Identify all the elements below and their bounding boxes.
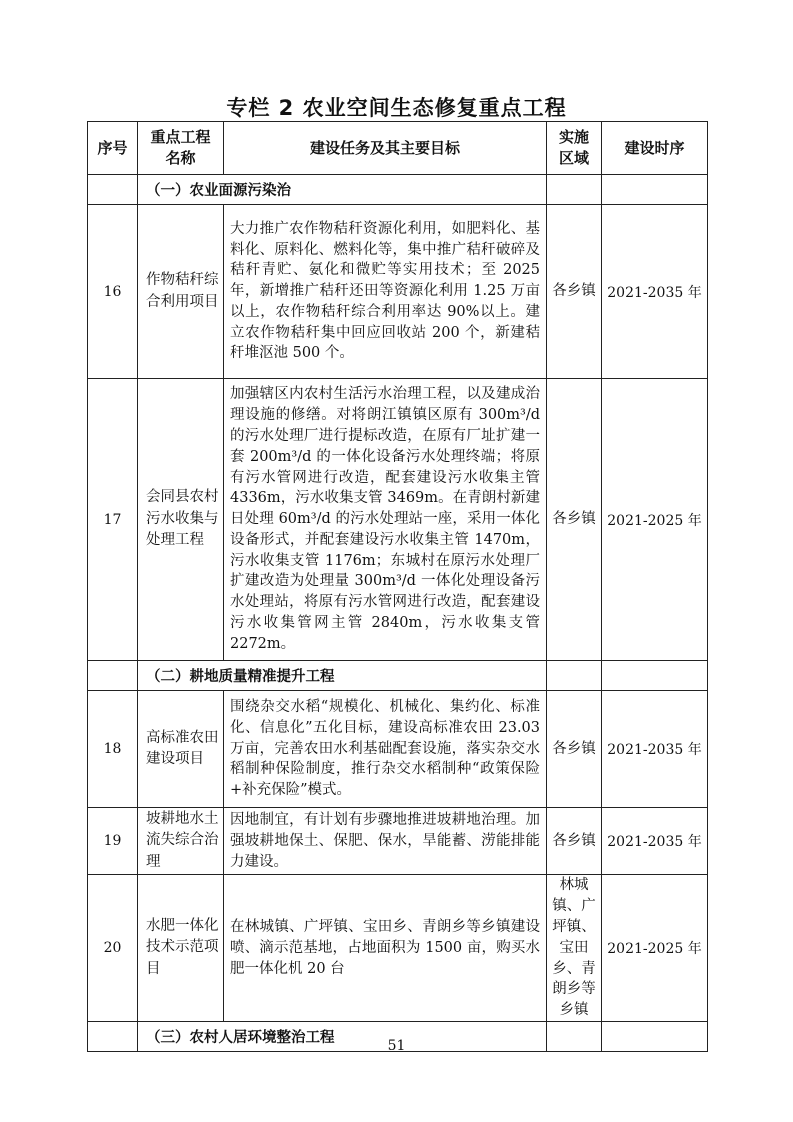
section-label: （三）农村人居环境整治工程 [138,1021,547,1051]
row-name: 坡耕地水土流失综合治理 [138,808,224,875]
row-task: 在林城镇、广坪镇、宝田乡、青朗乡等乡镇建设喷、滴示范基地，占地面积为 1500 亩，购买水肥一体化机 20 台 [224,875,547,1022]
section-label: （一）农业面源污染治 [138,175,547,205]
row-task: 因地制宜，有计划有步骤地推进坡耕地治理。加强坡耕地保土、保肥、保水，旱能蓄、涝能排能力建设。 [224,808,547,875]
row-no: 16 [88,205,138,379]
row-name: 高标准农田建设项目 [138,691,224,808]
row-area: 各乡镇 [547,205,602,379]
row-task: 加强辖区内农村生活污水治理工程，以及建成治理设施的修缮。对将朗江镇镇区原有 300m³/d 的污水处理厂进行提标改造，在原有厂址扩建一套 200m³/d 的一体化设备污水处理终端；将原有污水管网进行改造，配套建设污水收集主管 4336m，污水收集支管 3469m。在青朗村新建日处理 60m³/d 的污水处理站一座，采用一体化设备形式，并配套建设污水收集主管 1470m，污水收集支管 1176m；东城村在原污水处理厂扩建改造为处理量 300m³/d 一体化处理设备污水处理站，将原有污水管网进行改造，配套建设污水收集管网主管 2840m，污水收集支管 2272m。 [224,379,547,661]
row-name: 会同县农村污水收集与处理工程 [138,379,224,661]
header-no: 序号 [88,122,138,175]
project-table [87,121,708,1052]
header-task: 建设任务及其主要目标 [224,122,547,175]
row-no: 20 [88,875,138,1022]
table-row [88,205,708,379]
row-no: 18 [88,691,138,808]
table-header-row [88,122,708,175]
header-name: 重点工程名称 [138,122,224,175]
row-time: 2021-2035 年 [602,808,708,875]
header-area: 实施区域 [547,122,602,175]
row-task: 围绕杂交水稻“规模化、机械化、集约化、标准化、信息化”五化目标，建设高标准农田 23.03 万亩，完善农田水利基础配套设施，落实杂交水稻制种保险制度，推行杂交水稻制种“政策保险+补充保险”模式。 [224,691,547,808]
section-row [88,175,708,205]
page-title: 专栏 2 农业空间生态修复重点工程 [226,96,567,120]
table-row [88,808,708,875]
table-row [88,691,708,808]
row-time: 2021-2025 年 [602,379,708,661]
row-task: 大力推广农作物秸秆资源化利用，如肥料化、基料化、原料化、燃料化等，集中推广秸秆破碎及秸秆青贮、氨化和微贮等实用技术；至 2025 年，新增推广秸秆还田等资源化利用 1.25 万亩以上，农作物秸秆综合利用率达 90%以上。建立农作物秸秆集中回应回收站 200 个，新建秸秆堆沤池 500 个。 [224,205,547,379]
row-time: 2021-2035 年 [602,691,708,808]
row-name: 作物秸秆综合利用项目 [138,205,224,379]
row-time: 2021-2035 年 [602,205,708,379]
page-number: 51 [387,1038,406,1054]
row-area: 各乡镇 [547,691,602,808]
row-time: 2021-2025 年 [602,875,708,1022]
row-area: 各乡镇 [547,379,602,661]
row-name: 水肥一体化技术示范项目 [138,875,224,1022]
table-row [88,875,708,1022]
row-no: 19 [88,808,138,875]
table-row [88,379,708,661]
section-row [88,661,708,691]
row-area: 林城镇、广坪镇、宝田乡、青朗乡等乡镇 [547,875,602,1022]
row-area: 各乡镇 [547,808,602,875]
header-time: 建设时序 [602,122,708,175]
row-no: 17 [88,379,138,661]
section-label: （二）耕地质量精准提升工程 [138,661,547,691]
